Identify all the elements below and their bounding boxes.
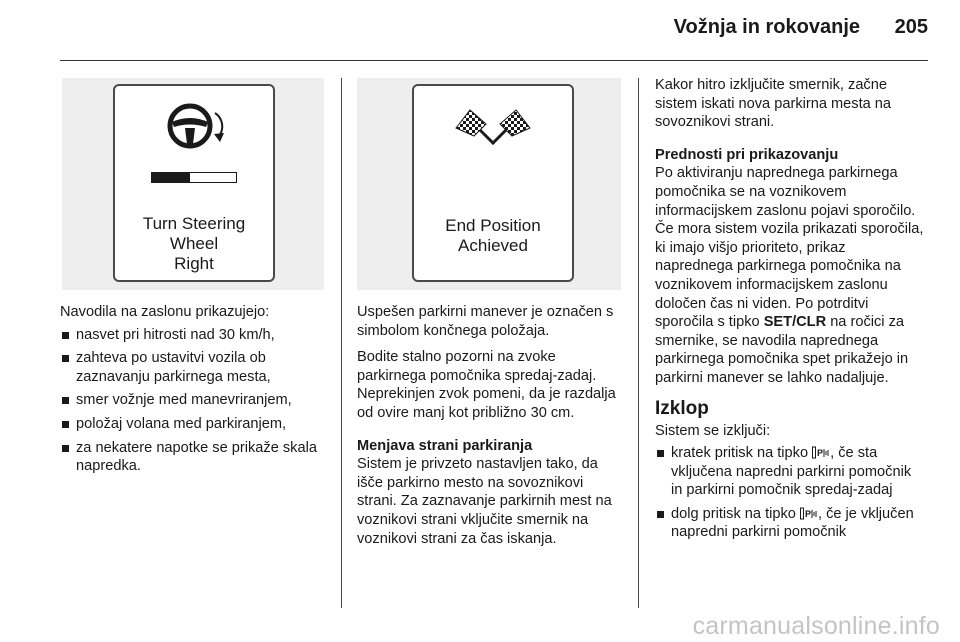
list-item: položaj volana med parkiranjem, — [60, 415, 330, 434]
subheading-parking-side: Menjava strani parkiranja — [357, 437, 533, 454]
paragraph-intro: Sistem se izključi: — [655, 422, 771, 439]
display-text-line-2: Achieved — [458, 236, 528, 255]
display-text-line-2: Wheel — [169, 234, 219, 253]
paragraph: Kakor hitro izključite smernik, začne sistem iskati nova parkirna mesta na sovoznikovi strani. — [655, 77, 892, 131]
column-2-text — [357, 303, 627, 556]
subheading-display-priority: Prednosti pri prikazovanju — [655, 146, 839, 163]
column-3-text — [655, 76, 925, 547]
list-item: kratek pritisk na tipko P , če sta vključena napredni parkirni pomočnik in parkirni pomočnik spredaj-zadaj — [655, 444, 925, 500]
header-rule — [60, 60, 928, 61]
svg-text:P: P — [817, 448, 824, 459]
page-number: 205 — [894, 16, 928, 38]
list-item: za nekatere napotke se prikaže skala napredka. — [60, 439, 330, 476]
paragraph: Sistem je privzeto nastavljen tako, da išče parkirno mesto na sovoznikovi strani. Za zaznavanje parkirnih mest na voznikovi strani vključite smernik na voznikovi strani za čas iskanja. — [357, 456, 612, 547]
list-item: smer vožnje med manevriranjem, — [60, 391, 330, 410]
paragraph: Uspešen parkirni manever je označen s simbolom končnega položaja. — [357, 304, 614, 339]
column-divider-2 — [638, 78, 639, 608]
park-assist-button-icon — [812, 446, 830, 459]
park-assist-button-icon — [800, 507, 818, 520]
display-text-line-3: Right — [174, 254, 214, 273]
paragraph: Po aktiviranju naprednega parkirnega pomočnika se na voznikovem informacijskem zaslonu pojavi sporočilo. Če mora sistem vozila prikazati sporočila, ki imajo višjo prioriteto, prikaz naprednega parkirnega pomočnika na voznikovem informacijskem zaslonu določen čas ni viden. Po potrditvi sporočila s tipko SET/CLR na ročici za smernike, se navodila naprednega parkirnega pomočnika spet prikažejo in parkirni manever se lahko nadaljuje. — [655, 165, 924, 386]
list-item: nasvet pri hitrosti nad 30 km/h, — [60, 326, 330, 345]
paragraph-intro: Navodila na zaslonu prikazujejo: — [60, 304, 270, 320]
progress-bar — [151, 172, 237, 183]
section-heading-izklop: Izklop — [655, 397, 709, 419]
column-1-text — [60, 303, 330, 481]
list-item: zahteva po ustavitvi vozila ob zaznavanju parkirnega mesta, — [60, 349, 330, 386]
column-divider-1 — [341, 78, 342, 608]
svg-text:P: P — [804, 508, 811, 519]
paragraph: Bodite stalno pozorni na zvoke parkirnega pomočnika spredaj-zadaj. Neprekinjen zvok pomeni, da je razdalja od ovire manj kot približno 30 cm. — [357, 349, 616, 421]
set-clr-button-label: SET/CLR — [763, 314, 827, 331]
bullet-list — [655, 444, 925, 542]
figure-turn-steering-display — [113, 84, 275, 282]
watermark: carmanualsonline.info — [692, 612, 940, 640]
display-text-line-1: Turn Steering — [142, 214, 246, 233]
list-item: dolg pritisk na tipko P , če je vključen napredni parkirni pomočnik — [655, 505, 925, 542]
checkered-flags-icon — [454, 106, 532, 146]
display-text-line-1: End Position — [445, 216, 541, 235]
figure-end-position-display — [412, 84, 574, 282]
progress-bar-fill — [152, 173, 190, 182]
page-header-title: Vožnja in rokovanje — [673, 16, 860, 38]
bullet-list — [60, 326, 330, 476]
steering-wheel-icon — [163, 100, 233, 152]
